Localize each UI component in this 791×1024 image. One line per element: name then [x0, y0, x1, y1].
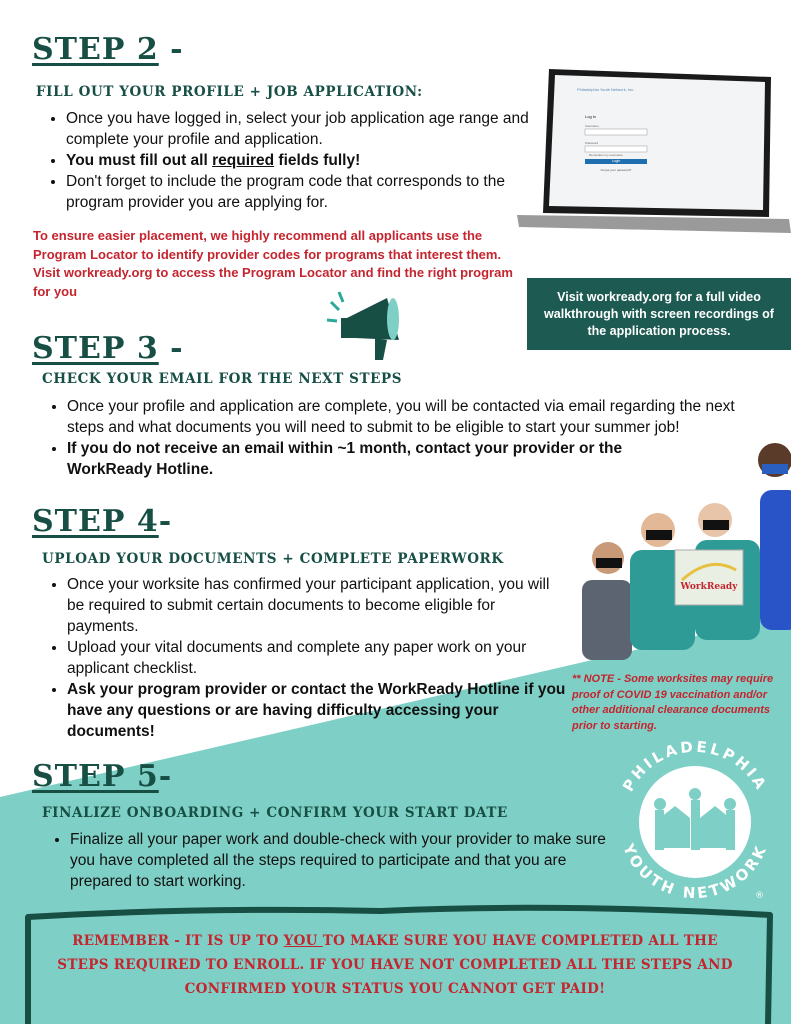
list-item: • Don't forget to include the program code that corresponds to the program provider you are applying for. [66, 171, 536, 213]
list-item: • Once your worksite has confirmed your participant application, you will be required to submit certain documents to become eligible for payments. [67, 574, 567, 637]
program-locator-recommendation: To ensure easier placement, we highly recommend all applicants use the Program Locator to identify provider codes for programs that interest them. Visit workready.org to access the Program Locator and find the right program for you [33, 228, 513, 299]
laptop-site-name: Philadelphia Youth Network, Inc. [577, 87, 635, 92]
step-4-subtitle: UPLOAD YOUR DOCUMENTS + COMPLETE PAPERWORK [42, 551, 504, 567]
covid-note: ** NOTE - Some worksites may require proof of COVID 19 vaccination and/or other additional clearance documents prior to starting. [572, 673, 774, 732]
step-5-list [48, 829, 610, 892]
list-item: • If you do not receive an email within ~1 month, contact your provider or the WorkReady Hotline. [67, 438, 757, 480]
svg-text:YOUTH NETWORK: YOUTH NETWORK [619, 841, 771, 903]
svg-text:®: ® [755, 891, 764, 901]
workready-sign: WorkReady [680, 582, 738, 592]
list-item: • Ask your program provider or contact the WorkReady Hotline if you have any questions or are having difficulty accessing your documents! [67, 679, 567, 742]
step-2-subtitle: FILL OUT YOUR PROFILE + JOB APPLICATION: [36, 84, 423, 100]
step-3-subtitle: CHECK YOUR EMAIL FOR THE NEXT STEPS [42, 371, 403, 387]
list-item: • Upload your vital documents and complete any paper work on your applicant checklist. [67, 637, 567, 679]
step-2-list [44, 108, 536, 213]
philadelphia-youth-network-logo [605, 738, 785, 908]
laptop-password-label: Password [585, 141, 599, 145]
video-walkthrough-callout: Visit workready.org for a full video walkthrough with screen recordings of the application process. [527, 278, 791, 350]
laptop-login-button: Login [611, 159, 621, 163]
svg-text:PHILADELPHIA: PHILADELPHIA [618, 738, 771, 795]
list-item: • You must fill out all required fields fully! [66, 150, 536, 171]
step-5-heading: STEP 5- [32, 759, 173, 794]
reminder-text: REMEMBER - IT IS UP TO YOU TO MAKE SURE YOU HAVE COMPLETED ALL THE STEPS REQUIRED TO ENROLL. IF YOU HAVE NOT COMPLETED ALL THE STEPS AND CONFIRMED YOUR STATUS YOU CANNOT GET PAID! [57, 933, 733, 997]
laptop-screenshot [515, 67, 791, 237]
students-photo [570, 430, 791, 670]
step-4-list [45, 574, 567, 742]
step-4-heading: STEP 4- [32, 504, 173, 539]
step-5-subtitle: FINALIZE ONBOARDING + CONFIRM YOUR START DATE [42, 805, 508, 821]
list-item: • Once you have logged in, select your job application age range and complete your profile and application. [66, 108, 536, 150]
laptop-forgot-link: Forgot your password? [600, 168, 632, 172]
step-2-heading: STEP 2 - [32, 32, 184, 67]
list-item: • Finalize all your paper work and double-check with your provider to make sure you have completed all the steps required to participate and that you are prepared to start working. [70, 829, 610, 892]
step-3-heading: STEP 3 - [32, 331, 184, 366]
list-item: • Once your profile and application are complete, you will be contacted via email regarding the next steps and what documents you will need to submit to be eligible to start your summer job! [67, 396, 757, 438]
laptop-login-heading: Log in [585, 114, 596, 119]
laptop-username-label: Username [585, 124, 599, 128]
laptop-remember-label: Remember my username [589, 153, 623, 157]
megaphone-icon [325, 288, 415, 363]
